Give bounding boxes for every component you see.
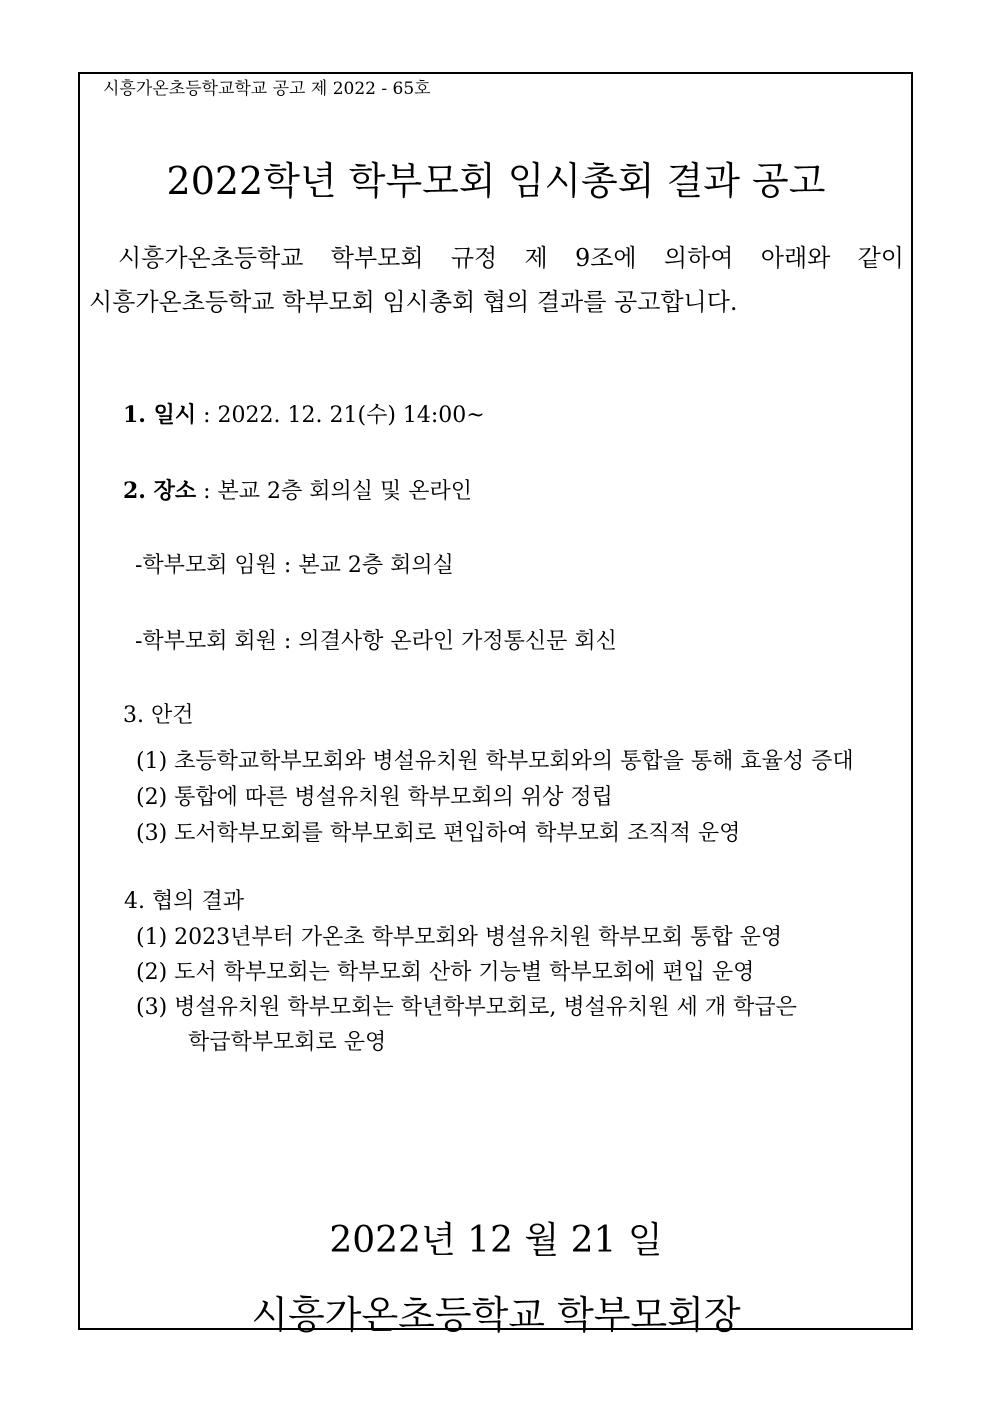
result-point-2: (2) 도서 학부모회는 학부모회 산하 기능별 학부모회에 편입 운영 (136, 960, 755, 985)
agenda-point-1: (1) 초등학교학부모회와 병설유치원 학부모회와의 통합을 통해 효율성 증대 (136, 749, 854, 774)
location-officers: -학부모회 임원 : 본교 2층 회의실 (135, 553, 454, 578)
item-datetime-value: : 2022. 12. 21(수) 14:00~ (196, 403, 485, 428)
result-point-3-continued: 학급학부모회로 운영 (188, 1030, 387, 1055)
agenda-point-3: (3) 도서학부모회를 학부모회로 편입하여 학부모회 조직적 운영 (136, 821, 741, 846)
item-datetime-label: 1. 일시 (123, 402, 197, 428)
notice-number: 시흥가온초등학교학교 공고 제 2022 - 65호 (103, 79, 431, 99)
item-location (123, 474, 472, 505)
intro-line-2: 시흥가온초등학교 학부모회 임시총회 협의 결과를 공고합니다. (89, 288, 738, 316)
result-point-1: (1) 2023년부터 가온초 학부모회와 병설유치원 학부모회 통합 운영 (136, 925, 783, 950)
page-title: 2022학년 학부모회 임시총회 결과 공고 (166, 159, 826, 203)
announcement-date: 2022년 12 월 21 일 (329, 1220, 663, 1261)
agenda-point-2: (2) 통합에 따른 병설유치원 학부모회의 위상 정립 (136, 785, 613, 810)
result-point-3: (3) 병설유치원 학부모회는 학년학부모회로, 병설유치원 세 개 학급은 (136, 995, 797, 1020)
intro-line-1: 시흥가온초등학교 학부모회 규정 제 9조에 의하여 아래와 같이 (118, 244, 904, 272)
item-location-label: 2. 장소 (123, 478, 197, 504)
item-location-value: : 본교 2층 회의실 및 온라인 (196, 479, 473, 504)
signer: 시흥가온초등학교 학부모회장 (251, 1293, 741, 1337)
location-members: -학부모회 회원 : 의결사항 온라인 가정통신문 회신 (135, 629, 617, 654)
item-datetime (123, 398, 485, 429)
item-agenda-label: 3. 안건 (123, 703, 194, 728)
item-results-label: 4. 협의 결과 (124, 889, 244, 914)
